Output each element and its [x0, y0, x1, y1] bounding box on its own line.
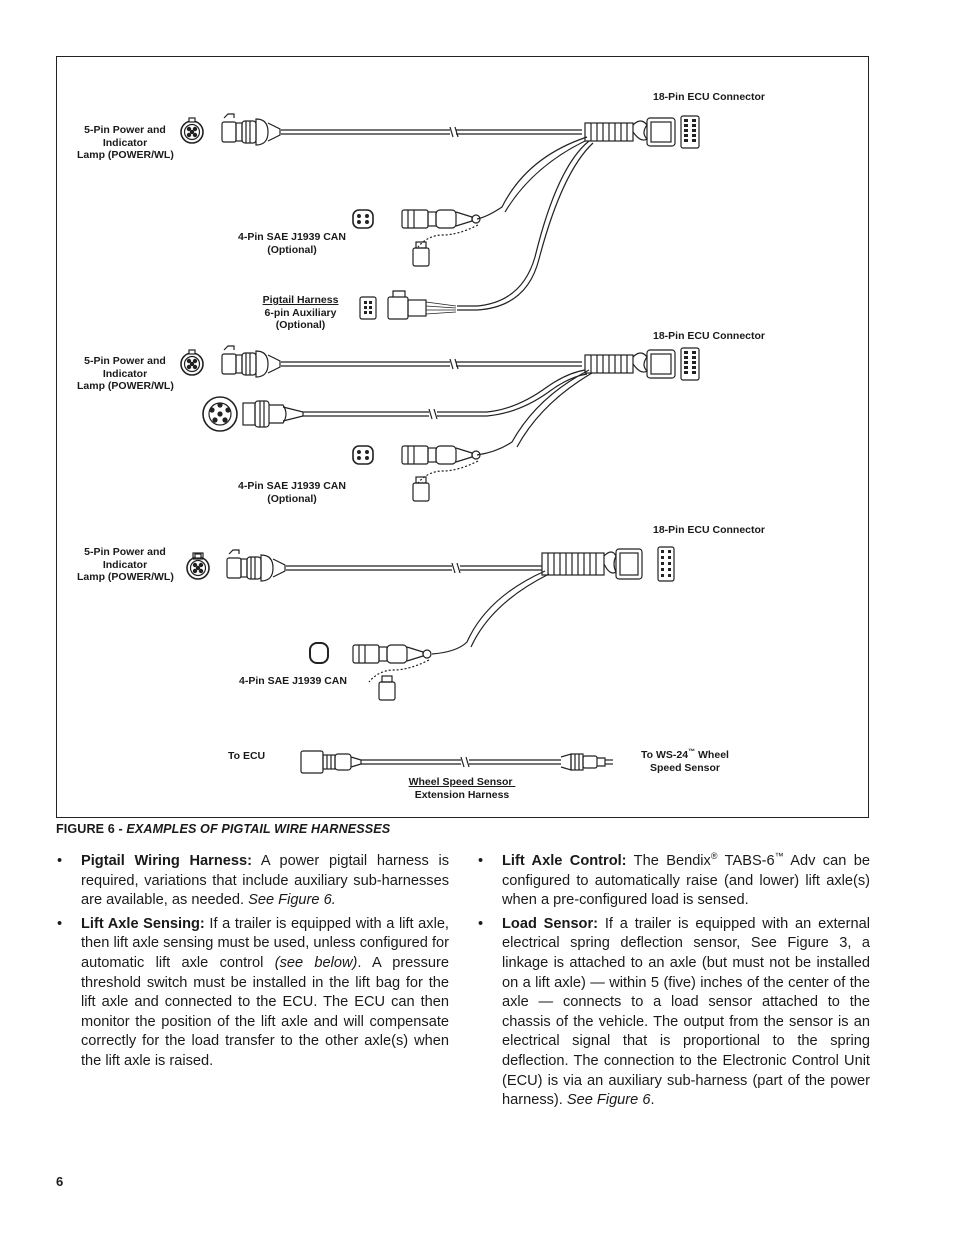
label-h1-ecu: 18-Pin ECU Connector [653, 91, 766, 103]
bullet-pigtail-wiring-harness: • Pigtail Wiring Harness: A power pigtail harness is required, variations that include auxiliary sub-harnesses are available, as needed. See Figure 6. [57, 853, 450, 909]
label-wss-extension: Wheel Speed Sensor Extension Harness [408, 776, 516, 801]
figure-6-box [56, 56, 869, 818]
label-h2-can: 4-Pin SAE J1939 CAN (Optional) [238, 480, 346, 505]
bullet-lift-axle-sensing: • Lift Axle Sensing: If a trailer is equipped with a lift axle, then lift axle sensing must be used, unless configured for automatic lift axle control (see below). A pressure threshold switch must be installed in the lift bag for the lift axle and connected to the ECU. The ECU can then monitor the position of the lift axle and will compensate correctly for the load transfer to the other axle(s) when the lift axle is raised. [57, 915, 449, 1069]
label-h1-can: 4-Pin SAE J1939 CAN (Optional) [238, 231, 346, 256]
label-h3-ecu: 18-Pin ECU Connector [653, 524, 766, 536]
label-h3-can: 4-Pin SAE J1939 CAN [239, 675, 347, 687]
label-h1-aux: Pigtail Harness 6-pin Auxiliary (Optional) [262, 294, 339, 331]
label-h1-power: 5-Pin Power and Indicator Lamp (POWER/WL) [77, 124, 174, 161]
wire-harness-diagram [57, 57, 870, 819]
label-h2-power: 5-Pin Power and Indicator Lamp (POWER/WL) [77, 355, 174, 392]
left-column [57, 852, 449, 1076]
right-column [478, 852, 870, 1115]
label-h2-ecu: 18-Pin ECU Connector [653, 330, 766, 342]
bullet-load-sensor: • Load Sensor: If a trailer is equipped with an external electrical spring deflection sensor, See Figure 3, a linkage is attached to an axle (but must not be installed on a lift axle) — within 5 (five) inches of the center of the axle — connects to a load sensor attached to the chassis of the vehicle. The output from the sensor is an electrical signal that is proportional to the spring deflection. The connection to the Electronic Control Unit (ECU) is via an auxiliary sub-harness (part of the power harness). See Figure 6. [478, 915, 870, 1109]
bullet-lift-axle-control: • Lift Axle Control: The Bendix® TABS-6™ Adv can be configured to automatically raise (and lower) lift axle(s) when a pre-configured load is sensed. [478, 851, 870, 909]
page-number: 6 [56, 1174, 64, 1189]
figure-caption: FIGURE 6 - EXAMPLES OF PIGTAIL WIRE HARNESSES [56, 822, 391, 836]
label-h3-power: 5-Pin Power and Indicator Lamp (POWER/WL) [77, 546, 174, 583]
label-to-ws24: To WS-24™ Wheel Speed Sensor [641, 748, 729, 774]
label-to-ecu: To ECU [228, 750, 266, 762]
